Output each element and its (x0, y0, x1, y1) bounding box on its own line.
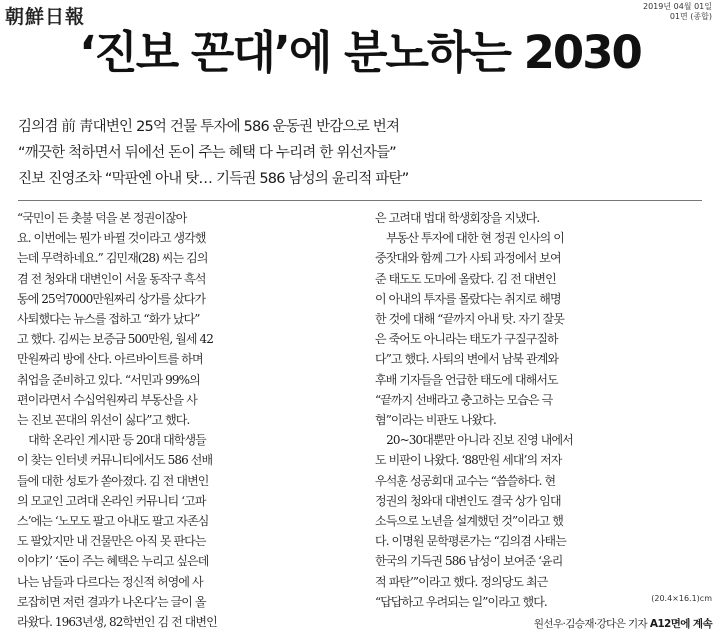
text-line: 이야기’ ‘돈이 주는 혜택은 누리고 싶은데 (17, 554, 209, 569)
text-line: 다”고 했다. 사퇴의 변에서 남북 관계와 (375, 352, 559, 367)
text-line: 20~30대뿐만 아니라 진보 진영 내에서 (375, 433, 573, 448)
byline-reporters: 원선우·김승재·강다은 기자 (533, 618, 648, 631)
text-line: 준 태도도 도마에 올랐다. 김 전 대변인 (375, 271, 556, 286)
date-line: 2019년 04월 01일 (643, 2, 712, 11)
subheadline-1: 김의겸 前 靑대변인 25억 건물 투자에 586 운동권 반감으로 번져 (18, 119, 400, 135)
subheadline-3: 진보 진영조차 “막판엔 아내 탓… 기득권 586 남성의 윤리적 파탄” (18, 171, 409, 187)
text-line: 취업을 준비하고 있다. “서민과 99%의 (17, 372, 200, 387)
text-line: 도 팔았지만 내 건물만은 아직 못 판다는 (17, 534, 206, 549)
text-line: 다. 이명원 문학평론가는 “김의겸 사태는 (375, 534, 566, 549)
text-line: “답답하고 우려되는 일”이라고 했다. (375, 594, 547, 609)
text-line: 혐”이라는 비판도 나왔다. (375, 413, 496, 428)
text-line: 요. 이번에는 뭔가 바뀔 것이라고 생각했 (17, 231, 206, 246)
text-line: 들에 대한 성토가 쏟아졌다. 김 전 대변인 (17, 473, 209, 488)
text-line: 편이라면서 수십억원짜리 부동산을 사 (17, 392, 197, 407)
article-column-1 (17, 208, 357, 632)
text-line: 중잣대와 함께 그가 사퇴 과정에서 보여 (375, 251, 561, 266)
text-line: 이 찾는 인터넷 커뮤니티에서도 586 선배 (17, 453, 213, 468)
text-line: 라왔다. 1963년생, 82학번인 김 전 대변인 (17, 615, 217, 630)
text-line: 로잡히면 저런 결과가 나온다’는 글이 올 (17, 594, 206, 609)
newspaper-masthead: 朝鮮日報 (5, 6, 86, 28)
text-line: 은 죽어도 아니라는 태도가 구질구질하 (375, 332, 558, 347)
column-1-text (17, 208, 357, 632)
text-line: 동에 25억7000만원짜리 상가를 샀다가 (17, 291, 206, 306)
text-line: 소득으로 노년을 설계했던 것”이라고 했 (375, 514, 563, 529)
publication-date (643, 2, 712, 22)
subheadline-2: “깨끗한 척하면서 뒤에선 돈이 주는 혜택 다 누리려 한 위선자들” (18, 145, 396, 161)
text-line: 대학 온라인 게시판 등 20대 대학생들 (17, 433, 206, 448)
text-line: 적 파탄’”이라고 했다. 정의당도 최근 (375, 574, 548, 589)
continued-note: A12면에 계속 (649, 618, 712, 631)
divider (18, 200, 702, 201)
page-line: 01면 (종합) (669, 12, 712, 21)
text-line: 은 고려대 법대 학생회장을 지냈다. (375, 211, 540, 225)
text-line: 한 것에 대해 “끝까지 아내 탓. 자기 잘못 (375, 312, 564, 327)
text-line: 이 아내의 투자를 몰랐다는 취지로 해명 (375, 291, 561, 306)
text-line: “끝까지 선배라고 충고하는 모습은 극 (375, 392, 553, 407)
byline (375, 614, 712, 634)
text-line: 나는 남들과 다르다는 정신적 허영에 사 (17, 574, 203, 589)
headline: ‘진보 꼰대’에 분노하는 2030 (79, 26, 641, 79)
column-2-text (375, 208, 712, 612)
text-line: 는데 무력하네요.” 김민재(28) 씨는 김의 (17, 251, 208, 266)
text-line: 부동산 투자에 대한 현 정권 인사의 이 (375, 231, 564, 246)
text-line: 고 했다. 김씨는 보증금 500만원, 월세 42 (17, 332, 213, 347)
text-line: 는 진보 꼰대의 위선이 싫다”고 했다. (17, 413, 190, 428)
text-line: 우석훈 성공회대 교수는 “씁쓸하다. 현 (375, 473, 556, 488)
subheadlines (18, 114, 718, 192)
text-line: 한국의 기득권 586 남성이 보여준 ‘윤리 (375, 554, 563, 569)
text-line: 스’에는 ‘노모도 팔고 아내도 팔고 자존심 (17, 514, 209, 529)
text-line: 후배 기자들을 언급한 태도에 대해서도 (375, 372, 558, 387)
size-note: (20.4×16.1)cm (651, 594, 712, 603)
text-line: 의 모교인 고려대 온라인 커뮤니티 ‘고파 (17, 493, 206, 508)
text-line: 겸 전 청와대 대변인이 서울 동작구 흑석 (17, 271, 206, 286)
text-line: 사퇴했다는 뉴스를 접하고 “화가 났다” (17, 312, 200, 327)
text-line: 도 비판이 나왔다. ‘88만원 세대’의 저자 (375, 453, 562, 468)
text-line: 만원짜리 방에 산다. 아르바이트를 하며 (17, 352, 203, 367)
article-column-2 (375, 208, 712, 634)
text-line: 정권의 청와대 대변인도 결국 상가 임대 (375, 493, 561, 508)
text-line: “국민이 든 촛불 덕을 본 정권이잖아 (17, 211, 187, 225)
